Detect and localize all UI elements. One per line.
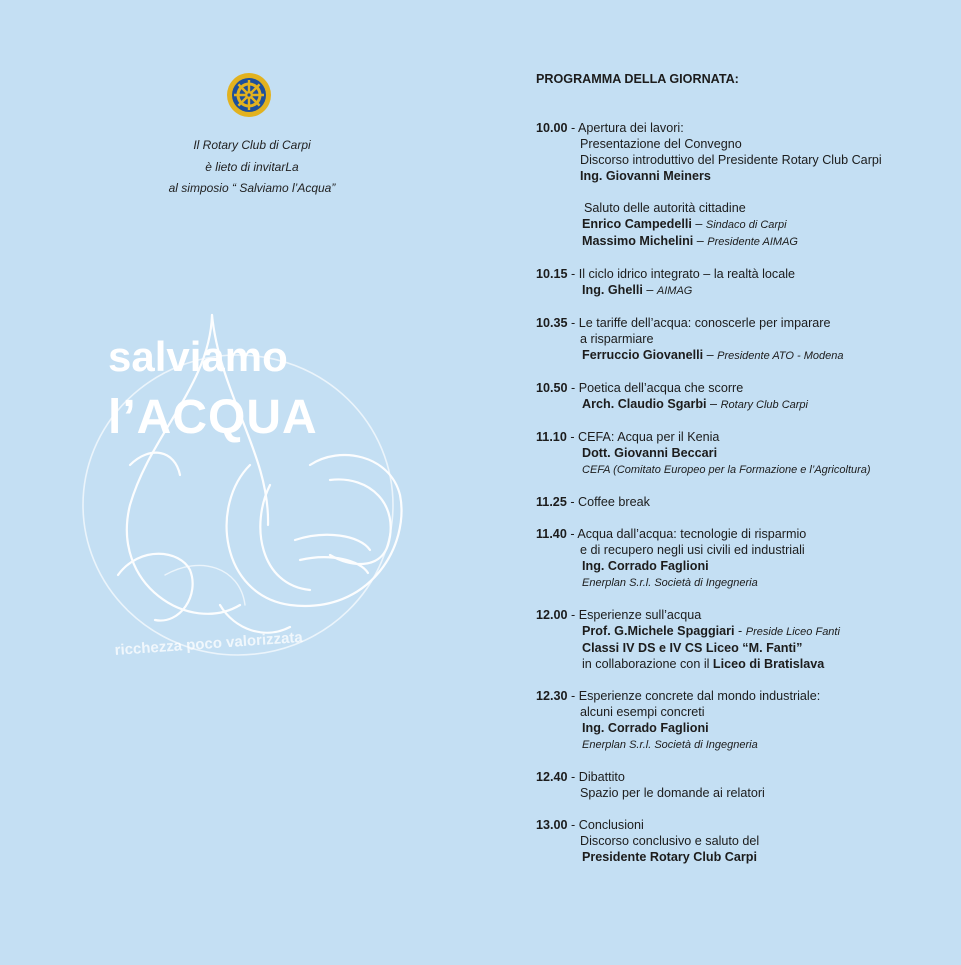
entry-text: Discorso conclusivo e saluto del [580,834,760,848]
entry-text: Apertura dei lavori: [578,121,684,135]
speaker-role: CEFA (Comitato Europeo per la Formazione e l’Agricoltura) [582,464,871,476]
speaker-role: Sindaco di Carpi [705,219,787,231]
salviamo-acqua-artwork [70,305,450,675]
entry-text: Esperienze sull’acqua [578,608,702,622]
program-entry: 12.30 - Esperienze concrete dal mondo industriale: alcuni esempi concreti Ing. Corrado Faglioni Enerplan S.r.l. Società di Ingegneria [536,688,956,753]
entry-time: 10.35 [536,316,568,330]
entry-text: CEFA: Acqua per il Kenia [578,430,720,444]
speaker-name: Ing. Corrado Faglioni [582,559,709,573]
speaker-role: Presidente AIMAG [707,236,798,248]
entry-text: Saluto delle autorità cittadine [584,201,746,215]
entry-text: Le tariffe dell’acqua: conoscerle per imparare [578,316,831,330]
program-entry: 10.35 - Le tariffe dell’acqua: conoscerle per imparare a risparmiare Ferruccio Giovanelli – Presidente ATO - Modena [536,315,956,364]
speaker-name: Dott. Giovanni Beccari [582,446,718,460]
entry-text: in collaborazione con il [582,657,710,671]
entry-text: Esperienze concrete dal mondo industriale: [578,689,821,703]
entry-time: 12.40 [536,770,568,784]
entry-text: Liceo di Bratislava [712,657,825,671]
entry-text: Classi IV DS e IV CS Liceo “M. Fanti” [582,641,803,655]
invitation-text [100,135,404,200]
logo-word-salviamo: salviamo [108,333,288,380]
entry-time: 12.30 [536,689,568,703]
entry-text: Coffee break [578,495,650,509]
rotary-logo-icon [226,72,272,118]
entry-text: Dibattito [578,770,625,784]
invitation-line: al simposio “ Salviamo l’Acqua” [168,181,336,195]
entry-time: 13.00 [536,818,568,832]
speaker-role: Enerplan S.r.l. Società di Ingegneria [582,739,758,751]
logo-word-acqua: l’ACQUA [108,391,318,444]
entry-text: Discorso introduttivo del Presidente Rotary Club Carpi [580,153,882,167]
speaker-name: Prof. G.Michele Spaggiari [582,624,735,638]
program-entry: 11.25 - Coffee break [536,495,650,509]
speaker-name: Ing. Ghelli [582,283,643,297]
program-entry: 13.00 - Conclusioni Discorso conclusivo e saluto del Presidente Rotary Club Carpi [536,817,956,865]
program-title: PROGRAMMA DELLA GIORNATA: [536,72,739,86]
speaker-name: Ing. Corrado Faglioni [582,721,709,735]
logo-tagline: ricchezza poco valorizzata [114,628,304,659]
speaker-role: Enerplan S.r.l. Società di Ingegneria [582,577,758,589]
program-entry: 11.40 - Acqua dall’acqua: tecnologie di risparmio e di recupero negli usi civili ed industriali Ing. Corrado Faglioni Enerplan S.r.l. Società di Ingegneria [536,526,956,591]
speaker-role: AIMAG [656,285,693,297]
program-entry: 10.00 - Apertura dei lavori: Presentazione del Convegno Discorso introduttivo del Presidente Rotary Club Carpi Ing. Giovanni Meiners Saluto delle autorità cittadine Enrico Campedelli – Sindaco di Carpi Massimo Michelini – Presidente AIMAG [536,120,956,250]
speaker-role: Rotary Club Carpi [720,399,808,411]
entry-time: 12.00 [536,608,568,622]
entry-text: Spazio per le domande ai relatori [580,786,765,800]
speaker-name: Massimo Michelini [582,234,694,248]
program-entry: 10.50 - Poetica dell’acqua che scorre Arch. Claudio Sgarbi – Rotary Club Carpi [536,381,808,411]
speaker-name: Enrico Campedelli [582,217,692,231]
entry-text: e di recupero negli usi civili ed industriali [580,543,805,557]
entry-time: 11.40 [536,527,567,541]
entry-time: 10.00 [536,121,568,135]
speaker-role: Presidente ATO - Modena [717,350,844,362]
program-panel [536,72,956,881]
speaker-name: Ing. Giovanni Meiners [580,169,711,183]
entry-text: a risparmiare [580,332,654,346]
program-entry: 11.10 - CEFA: Acqua per il Kenia Dott. Giovanni Beccari CEFA (Comitato Europeo per la Formazione e l’Agricoltura) [536,429,956,478]
program-entry: 12.00 - Esperienze sull’acqua Prof. G.Michele Spaggiari - Preside Liceo Fanti Classi IV DS e IV CS Liceo “M. Fanti” in collaborazione con il Liceo di Bratislava [536,607,956,672]
entry-text: alcuni esempi concreti [580,705,705,719]
program-entry: 10.15 - Il ciclo idrico integrato – la realtà locale Ing. Ghelli – AIMAG [536,267,796,297]
program-entry: 12.40 - Dibattito Spazio per le domande ai relatori [536,769,956,801]
entry-text: Presentazione del Convegno [580,137,742,151]
entry-text: Conclusioni [578,818,644,832]
invitation-line: Il Rotary Club di Carpi [193,138,311,152]
invitation-line: è lieto di invitarLa [205,159,299,174]
speaker-role: Preside Liceo Fanti [745,626,840,638]
entry-time: 10.50 [536,381,568,395]
entry-text: Il ciclo idrico integrato – la realtà locale [578,267,796,281]
entry-text: Poetica dell’acqua che scorre [578,381,744,395]
entry-time: 11.25 [536,495,567,509]
entry-text: Acqua dall’acqua: tecnologie di risparmio [577,527,807,541]
entry-time: 10.15 [536,267,568,281]
entry-time: 11.10 [536,430,567,444]
speaker-name: Ferruccio Giovanelli [582,348,704,362]
speaker-name: Arch. Claudio Sgarbi [582,397,707,411]
speaker-name: Presidente Rotary Club Carpi [582,850,757,864]
